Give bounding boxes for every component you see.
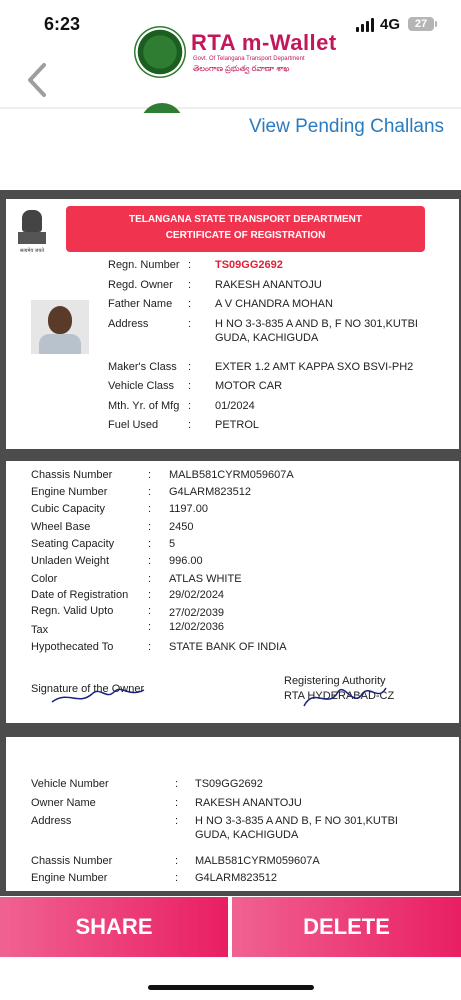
field-colon: : (188, 298, 192, 310)
field-label: Date of Registration (31, 589, 129, 601)
address-value: H NO 3-3-835 A AND B, F NO 301,KUTBI GUDA, KACHIGUDA (215, 318, 418, 344)
field-colon: : (188, 400, 192, 412)
chevron-left-icon (22, 62, 52, 98)
field-label: Hypothecated To (31, 641, 114, 653)
cubic-capacity-value: 1197.00 (169, 503, 208, 515)
owner-photo (31, 300, 89, 354)
field-colon: : (188, 318, 192, 330)
field-label: Unladen Weight (31, 555, 110, 567)
color-value: ATLAS WHITE (169, 573, 242, 585)
field-colon: : (148, 555, 152, 567)
engine-number-value: G4LARM823512 (169, 486, 251, 498)
owner-name-value: RAKESH ANANTOJU (195, 797, 302, 809)
summary-chassis-value: MALB581CYRM059607A (195, 855, 320, 867)
field-colon: : (148, 621, 152, 633)
field-label: Regn. Valid Upto (31, 605, 114, 617)
owner-signature-scribble (48, 680, 148, 710)
field-colon: : (148, 503, 152, 515)
vehicle-class-value: MOTOR CAR (215, 380, 283, 392)
field-label: Tax (31, 624, 49, 636)
signal-icon (356, 18, 376, 32)
field-label: Cubic Capacity (31, 503, 105, 515)
header-divider (0, 107, 461, 109)
national-emblem-icon (12, 208, 52, 258)
banner-line-2: CERTIFICATE OF REGISTRATION (165, 230, 326, 241)
field-label: Wheel Base (31, 521, 91, 533)
authority-name: RTA HYDERABAD-CZ (284, 690, 395, 702)
registration-date-value: 29/02/2024 (169, 589, 225, 601)
field-colon: : (148, 589, 152, 601)
father-name-value: A V CHANDRA MOHAN (215, 298, 333, 310)
view-pending-challans-link[interactable]: View Pending Challans (249, 116, 445, 137)
tax-value: 12/02/2036 (169, 621, 225, 633)
app-title: RTA m-Wallet (191, 30, 337, 55)
back-button[interactable] (22, 62, 52, 98)
field-colon: : (148, 538, 152, 550)
chassis-number-value: MALB581CYRM059607A (169, 469, 294, 481)
field-colon: : (148, 573, 152, 585)
field-label: Mth. Yr. of Mfg (108, 400, 180, 412)
seating-capacity-value: 5 (169, 538, 176, 550)
emblem-motto: सत्यमेव जयते (19, 248, 45, 254)
field-colon: : (188, 380, 192, 392)
wheel-base-value: 2450 (169, 521, 194, 533)
field-label: Regn. Number (108, 259, 180, 271)
field-colon: : (188, 361, 192, 373)
summary-address-value: H NO 3-3-835 A AND B, F NO 301,KUTBI GUDA, KACHIGUDA (195, 815, 398, 841)
field-label: Engine Number (31, 486, 108, 498)
field-colon: : (175, 797, 179, 809)
regn-number-value: TS09GG2692 (215, 259, 283, 271)
unladen-weight-value: 996.00 (169, 555, 203, 567)
field-label: Engine Number (31, 872, 108, 884)
field-colon: : (175, 778, 179, 790)
field-colon: : (188, 419, 192, 431)
field-label: Chassis Number (31, 855, 113, 867)
valid-upto-value: 27/02/2039 (169, 607, 225, 619)
field-label: Father Name (108, 298, 173, 310)
field-label: Address (108, 318, 149, 330)
field-label: Maker's Class (108, 361, 177, 373)
app-subtitle: Govt. Of Telangana Transport Department (193, 56, 305, 62)
status-time: 6:23 (44, 14, 81, 34)
share-button[interactable]: SHARE (0, 897, 228, 957)
field-colon: : (148, 486, 152, 498)
field-colon: : (188, 259, 192, 271)
field-label: Address (31, 815, 72, 827)
certificate-banner (66, 206, 425, 252)
field-colon: : (148, 469, 152, 481)
mfg-date-value: 01/2024 (215, 400, 255, 412)
telangana-seal-logo (134, 26, 186, 78)
authority-signature-scribble (300, 680, 390, 714)
owner-signature-label: Signature of the Owner (31, 683, 145, 695)
field-label: Seating Capacity (31, 538, 115, 550)
field-colon: : (175, 872, 179, 884)
field-colon: : (148, 641, 152, 653)
battery-icon: 27 (408, 17, 434, 31)
banner-line-1: TELANGANA STATE TRANSPORT DEPARTMENT (129, 214, 362, 225)
home-indicator[interactable] (148, 985, 314, 990)
field-colon: : (188, 279, 192, 291)
field-label: Vehicle Class (108, 380, 175, 392)
delete-button[interactable]: DELETE (232, 897, 461, 957)
field-label: Regd. Owner (108, 279, 173, 291)
field-label: Fuel Used (108, 419, 159, 431)
fuel-used-value: PETROL (215, 419, 260, 431)
field-colon: : (148, 521, 152, 533)
scrolled-logo-fragment (140, 103, 184, 113)
field-label: Color (31, 573, 58, 585)
summary-engine-value: G4LARM823512 (195, 872, 277, 884)
vehicle-number-value: TS09GG2692 (195, 778, 263, 790)
registering-authority-label: Registering Authority (284, 675, 386, 687)
app-subtitle-telugu: తెలంగాణ ప్రభుత్వ రవాణా శాఖ (193, 64, 290, 73)
owner-value: RAKESH ANANTOJU (215, 279, 322, 291)
field-colon: : (148, 605, 152, 617)
makers-class-value: EXTER 1.2 AMT KAPPA SXO BSVI-PH2 (215, 361, 414, 373)
field-colon: : (175, 855, 179, 867)
field-label: Vehicle Number (31, 778, 109, 790)
hypothecated-to-value: STATE BANK OF INDIA (169, 641, 287, 653)
field-colon: : (175, 815, 179, 827)
network-type: 4G (380, 16, 401, 33)
field-label: Chassis Number (31, 469, 113, 481)
field-label: Owner Name (31, 797, 96, 809)
